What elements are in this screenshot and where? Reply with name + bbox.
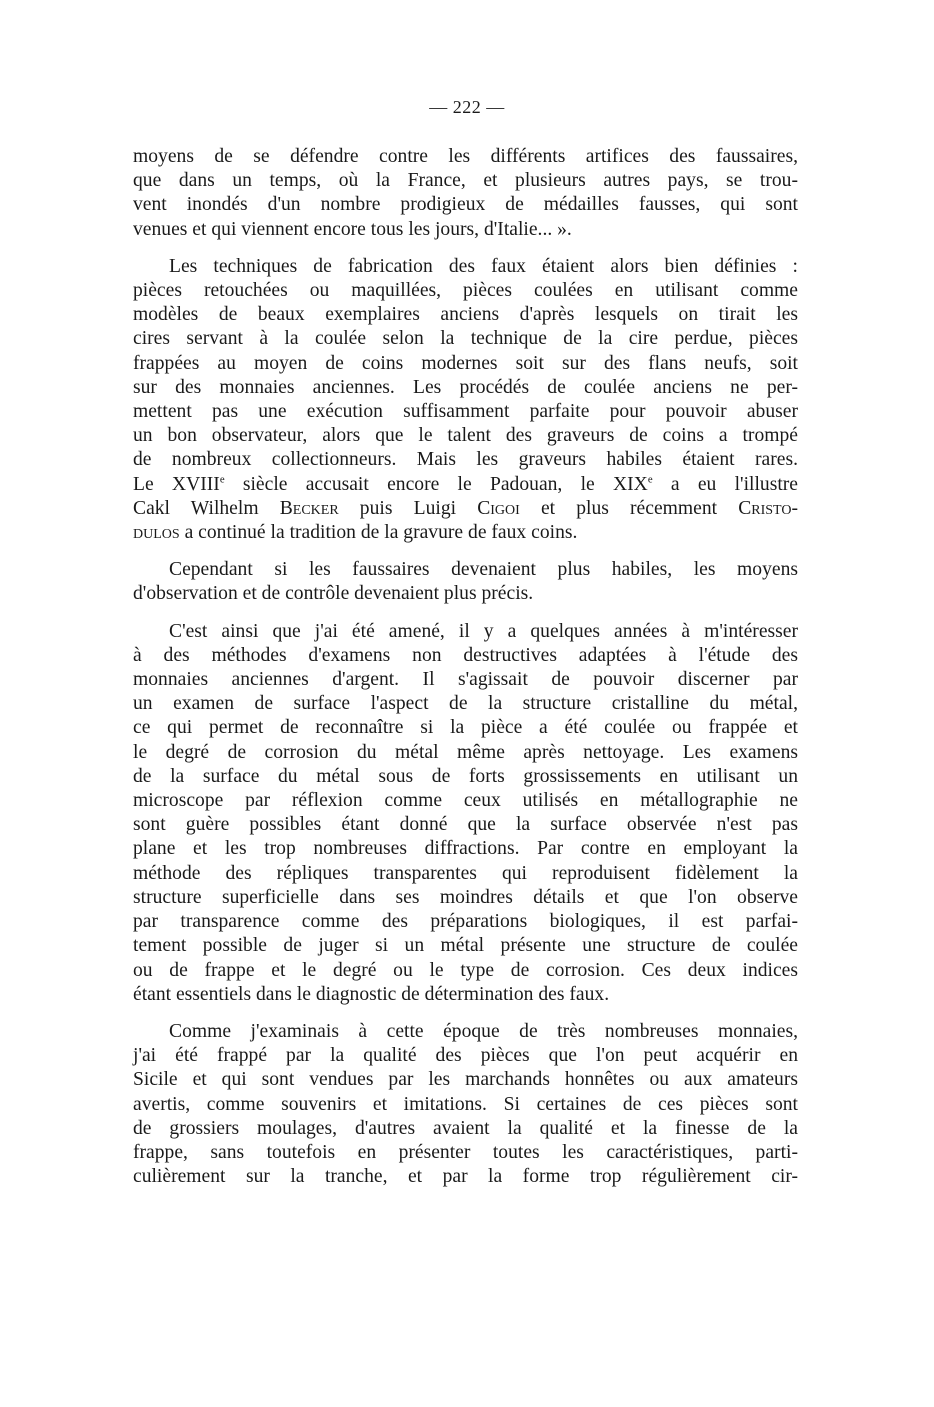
body-text	[133, 145, 798, 1202]
text-line: à des méthodes d'examens non destructives adaptées à l'étude des	[133, 644, 798, 666]
text-line: plane et les trop nombreuses diffractions. Par contre en employant la	[133, 838, 798, 860]
text-line: sont guère possibles étant donné que la surface observée n'est pas	[133, 814, 798, 836]
text-line: par transparence comme des préparations biologiques, il est parfai-	[133, 911, 798, 933]
text-line: modèles de beaux exemplaires anciens d'après lesquels on tirait les	[133, 304, 798, 326]
text-line: tement possible de juger si un métal présente une structure de coulée	[133, 935, 798, 957]
text-line: de nombreux collectionneurs. Mais les graveurs habiles étaient rares.	[133, 449, 798, 471]
text-line: sur des monnaies anciennes. Les procédés de coulée anciens ne per-	[133, 376, 798, 398]
paragraph-1	[133, 145, 798, 242]
text-line: pièces retouchées ou maquillées, pièces coulées en utilisant comme	[133, 280, 798, 302]
text-segment: et plus récemment	[519, 497, 739, 519]
text-line: Cependant si les faussaires devenaient plus habiles, les moyens	[169, 559, 798, 581]
text-line: étant essentiels dans le diagnostic de détermination des faux.	[133, 983, 610, 1005]
name-small-caps: Cigoi	[477, 497, 520, 519]
text-line: Sicile et qui sont vendues par les marchands honnêtes ou aux amateurs	[133, 1069, 798, 1091]
text-line: méthode des répliques transparentes qui reproduisent fidèlement la	[133, 862, 798, 884]
superscript: e	[647, 473, 653, 486]
paragraph-3	[133, 558, 798, 606]
text-line-xviii	[133, 473, 798, 497]
text-line: Comme j'examinais à cette époque de très nombreuses monnaies,	[169, 1020, 798, 1042]
name-small-caps: Cristo-	[738, 497, 798, 519]
text-line: Les techniques de fabrication des faux étaient alors bien définies :	[169, 255, 798, 277]
text-line: d'observation et de contrôle devenaient plus précis.	[133, 583, 534, 605]
text-line: le degré de corrosion du métal même après nettoyage. Les examens	[133, 741, 798, 763]
text-segment: siècle accusait encore le Padouan, le XIX	[224, 473, 648, 495]
text-segment: Cakl Wilhelm	[133, 497, 280, 519]
text-line: avertis, comme souvenirs et imitations. Si certaines de ces pièces sont	[133, 1093, 798, 1115]
text-line-becker	[133, 497, 798, 521]
text-line: structure superficielle dans ses moindres détails et que l'on observe	[133, 886, 798, 908]
paragraph-4	[133, 620, 798, 1007]
text-segment: a continué la tradition de la gravure de faux coins.	[179, 522, 578, 544]
text-line: ou de frappe et le degré ou le type de corrosion. Ces deux indices	[133, 959, 798, 981]
superscript: e	[219, 473, 225, 486]
text-line: culièrement sur la tranche, et par la forme trop régulièrement cir-	[133, 1166, 798, 1188]
text-segment: Le XVIII	[133, 473, 220, 495]
text-line: frappe, sans toutefois en présenter toutes les caractéristiques, parti-	[133, 1141, 798, 1163]
text-line: cires servant à la coulée selon la technique de la cire perdue, pièces	[133, 328, 798, 350]
text-line: j'ai été frappé par la qualité des pièces que l'on peut acquérir en	[133, 1045, 798, 1067]
text-line: C'est ainsi que j'ai été amené, il y a quelques années à m'intéresser	[169, 620, 798, 642]
name-small-caps: Becker	[279, 497, 339, 519]
text-line: monnaies anciennes d'argent. Il s'agissait de pouvoir discerner par	[133, 669, 798, 691]
text-line: microscope par réflexion comme ceux utilisés en métallographie ne	[133, 790, 798, 812]
paragraph-5	[133, 1020, 798, 1189]
text-line: un bon observateur, alors que le talent des graveurs de coins a trompé	[133, 425, 798, 447]
text-segment: a eu l'illustre	[652, 473, 798, 495]
text-line: ce qui permet de reconnaître si la pièce a été coulée ou frappée et	[133, 717, 798, 739]
text-line: de grossiers moulages, d'autres avaient la qualité et la finesse de la	[133, 1117, 798, 1139]
text-line: mettent pas une exécution suffisamment parfaite pour pouvoir abuser	[133, 401, 798, 423]
text-line: un examen de surface l'aspect de la structure cristalline du métal,	[133, 693, 798, 715]
text-line-dulos	[133, 521, 798, 545]
text-line: venues et qui viennent encore tous les jours, d'Italie... ».	[133, 218, 572, 240]
text-line: frappées au moyen de coins modernes soit sur des flans neufs, soit	[133, 352, 798, 374]
text-line: moyens de se défendre contre les différents artifices des faussaires,	[133, 146, 798, 167]
page-number: — 222 —	[429, 97, 505, 117]
paragraph-2	[133, 255, 798, 545]
name-small-caps: dulos	[133, 522, 180, 544]
text-line: que dans un temps, où la France, et plusieurs autres pays, se trou-	[133, 170, 798, 192]
text-segment: puis Luigi	[338, 497, 478, 519]
text-line: vent inondés d'un nombre prodigieux de médailles fausses, qui sont	[133, 194, 798, 216]
text-line: de la surface du métal sous de forts grossissements en utilisant un	[133, 765, 798, 787]
